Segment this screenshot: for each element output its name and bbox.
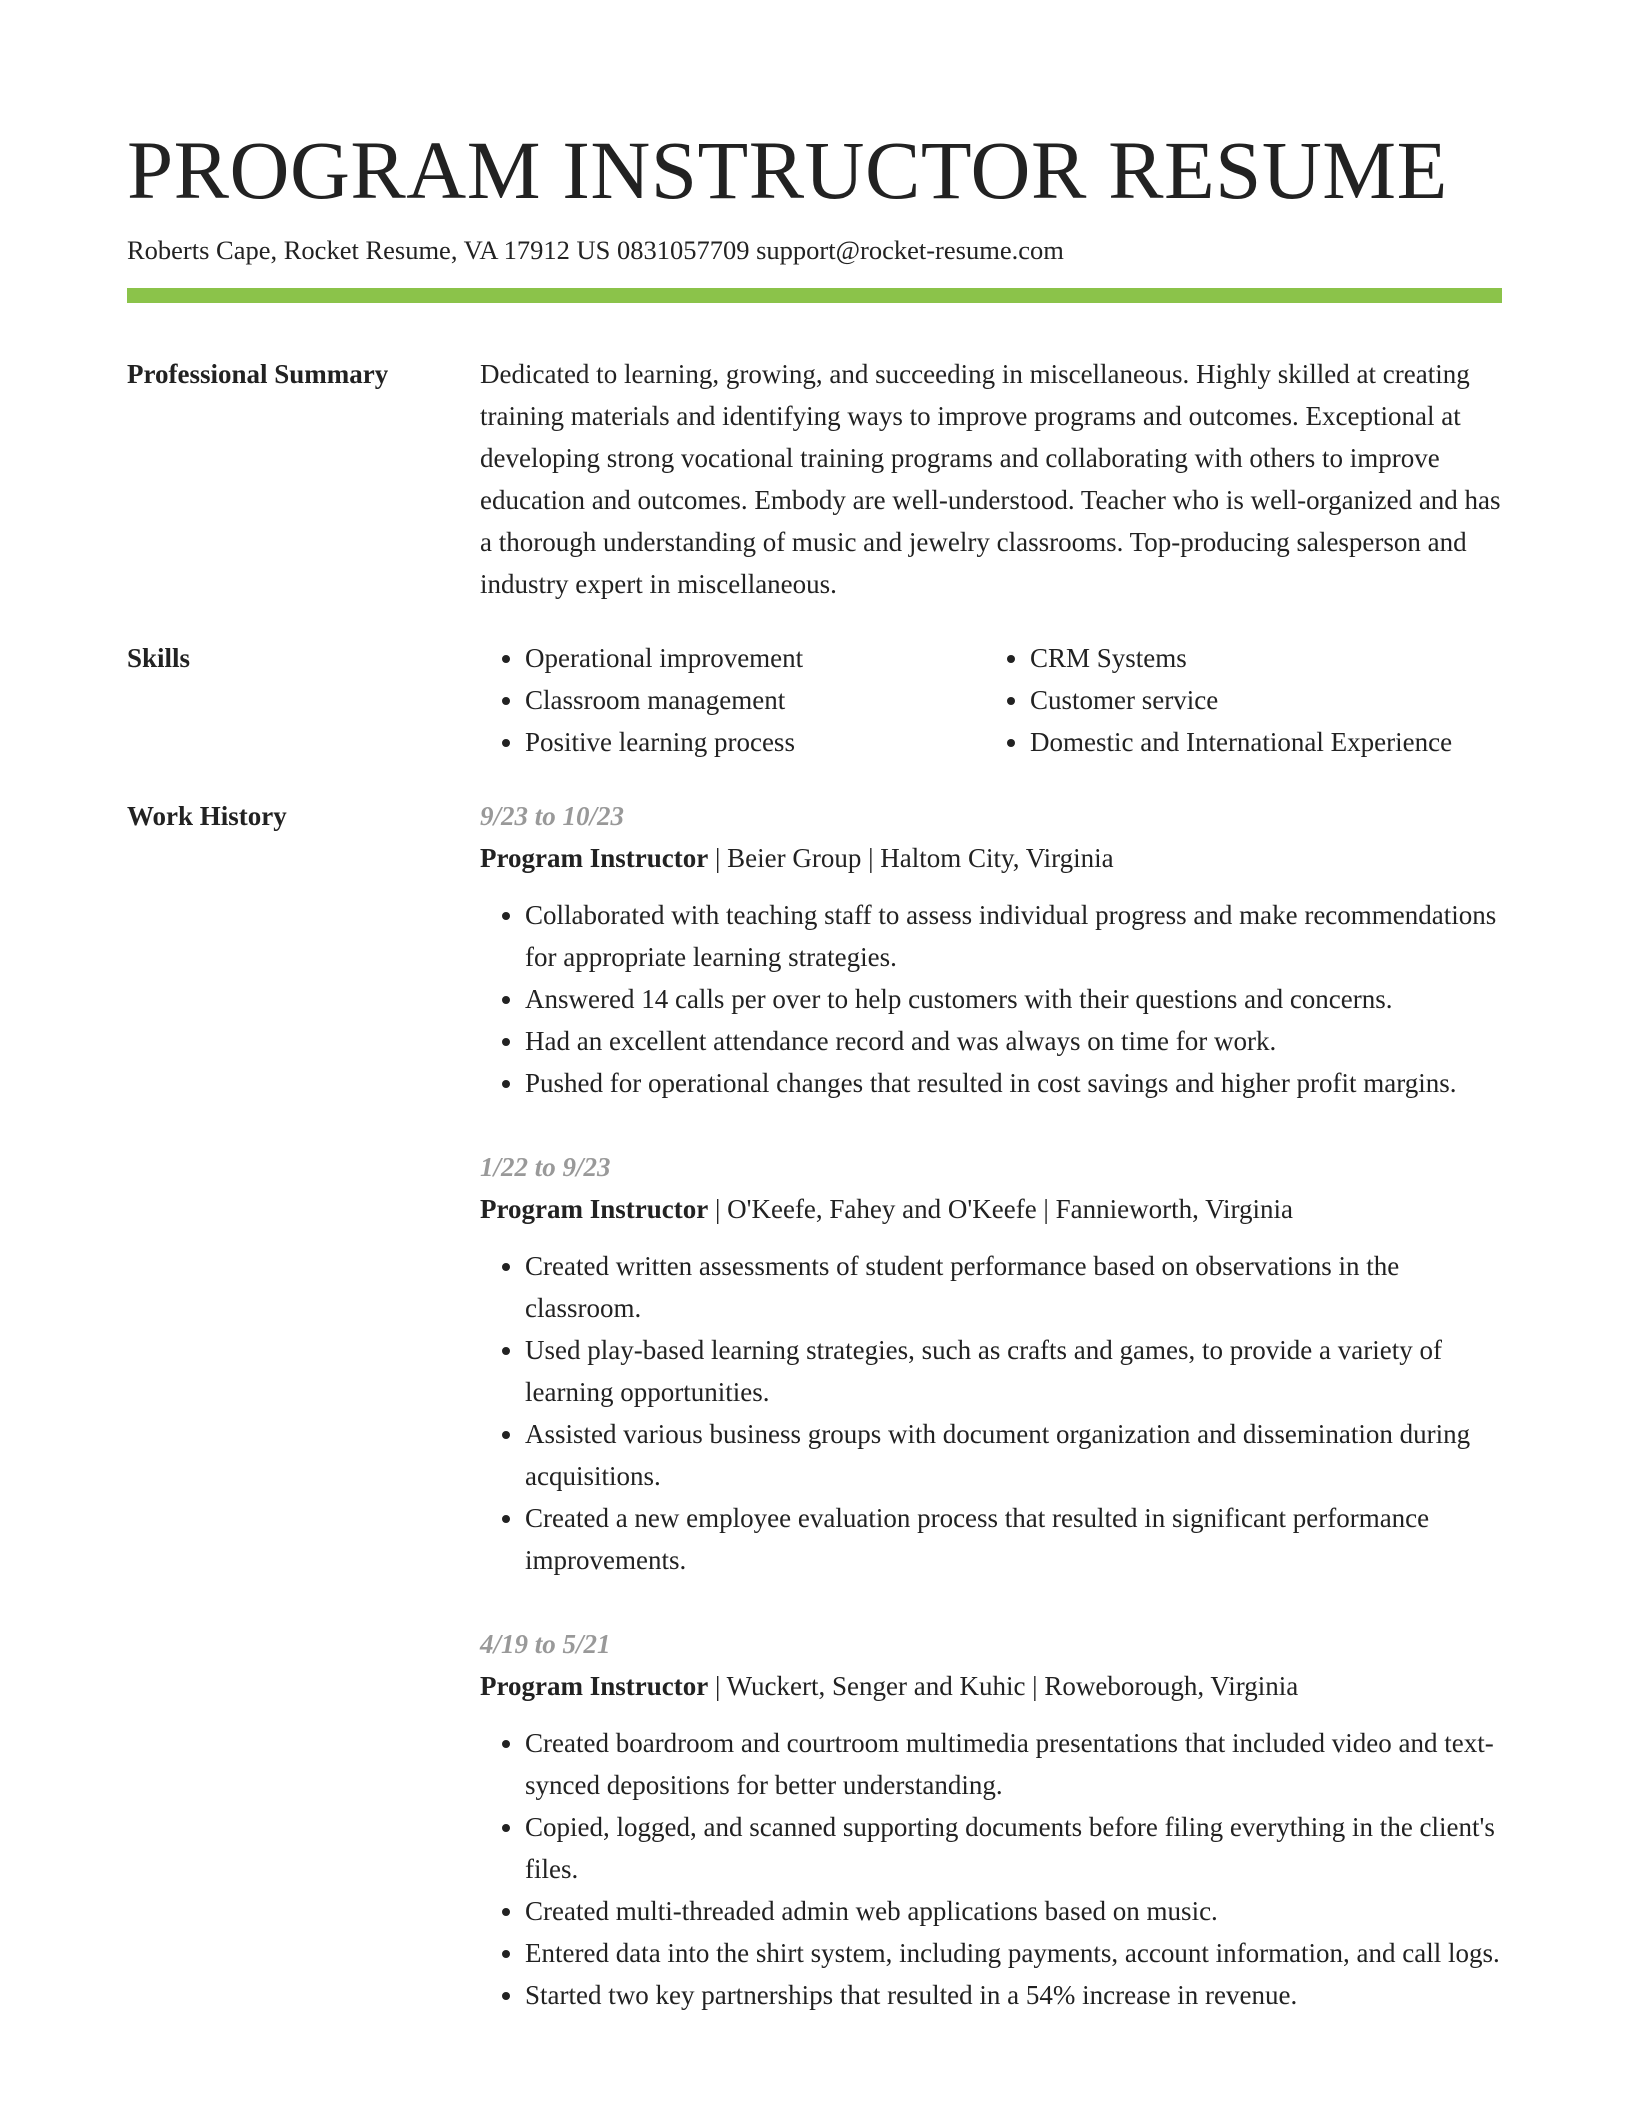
resume-page <box>127 118 1502 2058</box>
job-bullets <box>480 894 1502 1104</box>
summary-text: Dedicated to learning, growing, and succeeding in miscellaneous. Highly skilled at creating training materials and identifying ways to improve programs and outcomes. Exceptional at developing strong vocational training programs and collaborating with others to improve education and outcomes. Embody are well-understood. Teacher who is well-organized and has a thorough understanding of music and jewelry classrooms. Top-producing salesperson and industry expert in miscellaneous. <box>480 359 1501 599</box>
contact-line: Roberts Cape, Rocket Resume, VA 17912 US 0831057709 support@rocket-resume.com <box>127 235 1064 265</box>
job-bullets <box>480 1722 1502 2016</box>
job-bullet: • Entered data into the shirt system, including payments, account information, and call logs. <box>525 1932 1502 1974</box>
skill-item: • Domestic and International Experience <box>1030 721 1452 763</box>
accent-divider <box>127 288 1502 303</box>
resume-title: PROGRAM INSTRUCTOR RESUME <box>127 124 1448 216</box>
skill-item: • CRM Systems <box>1030 637 1452 679</box>
job-bullet: • Used play-based learning strategies, such as crafts and games, to provide a variety of learning opportunities. <box>525 1329 1502 1413</box>
job-bullet: • Started two key partnerships that resulted in a 54% increase in revenue. <box>525 1974 1502 2016</box>
skills-section <box>127 637 1502 763</box>
job-title: Program Instructor <box>480 843 709 873</box>
skill-item: • Operational improvement <box>525 637 985 679</box>
job-entry <box>480 1623 1502 2016</box>
job-bullet: • Answered 14 calls per over to help customers with their questions and concerns. <box>525 978 1502 1020</box>
job-bullet: • Pushed for operational changes that resulted in cost savings and higher profit margins. <box>525 1062 1502 1104</box>
professional-summary-section <box>127 353 1502 605</box>
skills-list-left <box>480 637 985 763</box>
job-entry <box>480 1146 1502 1581</box>
section-label-skills: Skills <box>127 643 191 673</box>
job-bullet: • Created multi-threaded admin web applications based on music. <box>525 1890 1502 1932</box>
section-label-summary: Professional Summary <box>127 359 389 389</box>
job-details: | O'Keefe, Fahey and O'Keefe | Fannieworth, Virginia <box>708 1194 1293 1224</box>
job-bullet: • Assisted various business groups with document organization and dissemination during acquisitions. <box>525 1413 1502 1497</box>
job-details: | Beier Group | Haltom City, Virginia <box>708 843 1114 873</box>
skill-item: • Customer service <box>1030 679 1452 721</box>
job-entry <box>480 795 1502 1104</box>
work-history-section <box>127 795 1502 2058</box>
job-bullet: • Created a new employee evaluation process that resulted in significant performance improvements. <box>525 1497 1502 1581</box>
skills-list-right <box>985 637 1452 763</box>
job-dates: 4/19 to 5/21 <box>480 1629 611 1659</box>
skill-item: • Classroom management <box>525 679 985 721</box>
job-title: Program Instructor <box>480 1671 709 1701</box>
job-details: | Wuckert, Senger and Kuhic | Roweborough, Virginia <box>708 1671 1299 1701</box>
job-title: Program Instructor <box>480 1194 709 1224</box>
section-label-work: Work History <box>127 801 287 831</box>
job-bullet: • Created written assessments of student performance based on observations in the classroom. <box>525 1245 1502 1329</box>
job-bullet: • Copied, logged, and scanned supporting documents before filing everything in the client's files. <box>525 1806 1502 1890</box>
job-bullets <box>480 1245 1502 1581</box>
skill-item: • Positive learning process <box>525 721 985 763</box>
job-bullet: • Collaborated with teaching staff to assess individual progress and make recommendations for appropriate learning strategies. <box>525 894 1502 978</box>
job-dates: 9/23 to 10/23 <box>480 801 625 831</box>
job-bullet: • Created boardroom and courtroom multimedia presentations that included video and text-synced depositions for better understanding. <box>525 1722 1502 1806</box>
job-bullet: • Had an excellent attendance record and was always on time for work. <box>525 1020 1502 1062</box>
job-dates: 1/22 to 9/23 <box>480 1152 611 1182</box>
